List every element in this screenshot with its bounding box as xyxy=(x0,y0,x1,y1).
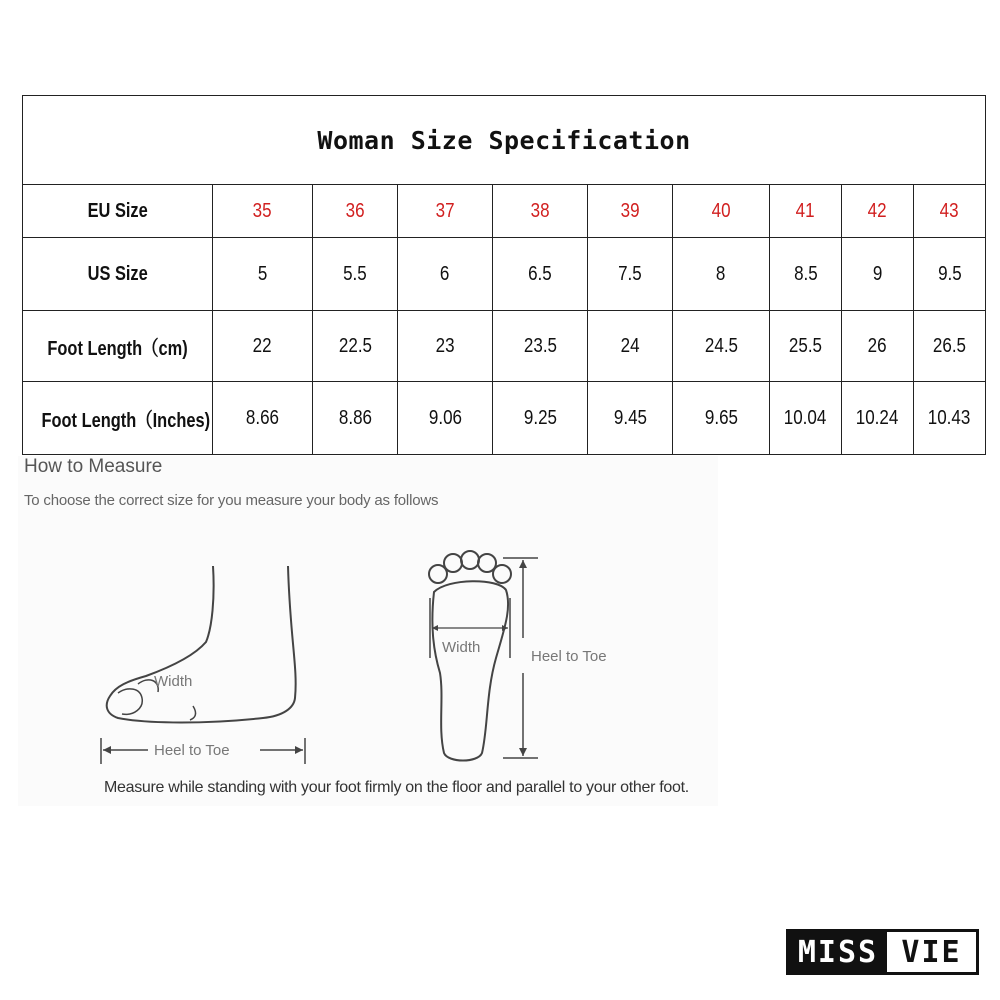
table-cell: 9.06 xyxy=(428,406,462,429)
table-row-us-size xyxy=(23,238,986,311)
table-cell: 9.65 xyxy=(704,406,738,429)
table-cell: 22 xyxy=(253,334,272,357)
how-to-measure-subtitle: To choose the correct size for you measure your body as follows xyxy=(24,492,439,509)
brand-logo-part2: VIE xyxy=(887,932,976,972)
table-row-foot-length-cm xyxy=(23,311,986,382)
row-label: Foot Length（cm) xyxy=(47,337,188,360)
size-specification-table xyxy=(22,95,986,455)
table-cell: 7.5 xyxy=(618,262,642,285)
table-cell: 5 xyxy=(257,262,268,285)
table-cell: 23 xyxy=(435,334,455,357)
how-to-measure-title: How to Measure xyxy=(24,456,163,477)
table-cell: 22.5 xyxy=(338,334,372,357)
table-cell: 10.43 xyxy=(928,406,971,429)
table-cell: 9.45 xyxy=(613,406,647,429)
table-title: Woman Size Specification xyxy=(23,96,986,185)
table-cell: 8.66 xyxy=(245,406,280,429)
row-label: Foot Length（Inches) xyxy=(41,409,211,432)
row-label: US Size xyxy=(87,262,148,285)
table-cell: 10.24 xyxy=(856,406,899,429)
table-cell: 36 xyxy=(345,199,365,222)
table-cell: 24 xyxy=(620,334,640,357)
table-cell: 40 xyxy=(711,199,731,222)
table-cell: 26.5 xyxy=(932,334,967,357)
table-cell: 41 xyxy=(796,199,815,222)
table-cell: 9 xyxy=(872,262,883,285)
table-cell: 6 xyxy=(440,262,450,285)
table-cell: 37 xyxy=(435,199,455,222)
side-width-label: Width xyxy=(154,673,193,690)
measure-instruction: Measure while standing with your foot firmly on the floor and parallel to your other foot. xyxy=(104,779,689,796)
table-cell: 26 xyxy=(868,334,887,357)
table-cell: 6.5 xyxy=(528,262,552,285)
table-cell: 8.86 xyxy=(338,406,372,429)
brand-logo-part1: MISS xyxy=(789,932,887,972)
table-cell: 43 xyxy=(940,199,959,222)
table-cell: 8.5 xyxy=(793,262,818,285)
table-cell: 9.5 xyxy=(937,262,962,285)
foot-sole-view-diagram xyxy=(408,548,628,768)
table-cell: 42 xyxy=(868,199,887,222)
sole-width-label: Width xyxy=(442,639,481,656)
row-label: EU Size xyxy=(87,199,148,222)
table-cell: 5.5 xyxy=(343,262,367,285)
table-cell: 23.5 xyxy=(523,334,557,357)
table-cell: 35 xyxy=(253,199,272,222)
foot-side-view-diagram xyxy=(98,558,308,768)
table-cell: 8 xyxy=(716,262,726,285)
table-row-eu-size xyxy=(23,185,986,238)
table-cell: 9.25 xyxy=(523,406,557,429)
brand-logo xyxy=(786,929,979,975)
sole-heel-to-toe-label: Heel to Toe xyxy=(531,648,607,665)
table-cell: 24.5 xyxy=(704,334,738,357)
side-heel-to-toe-label: Heel to Toe xyxy=(154,742,230,759)
table-row-foot-length-inches xyxy=(23,382,986,455)
table-cell: 38 xyxy=(530,199,550,222)
table-cell: 10.04 xyxy=(784,406,827,429)
how-to-measure-section xyxy=(18,456,718,806)
table-cell: 39 xyxy=(620,199,640,222)
table-cell: 25.5 xyxy=(788,334,823,357)
